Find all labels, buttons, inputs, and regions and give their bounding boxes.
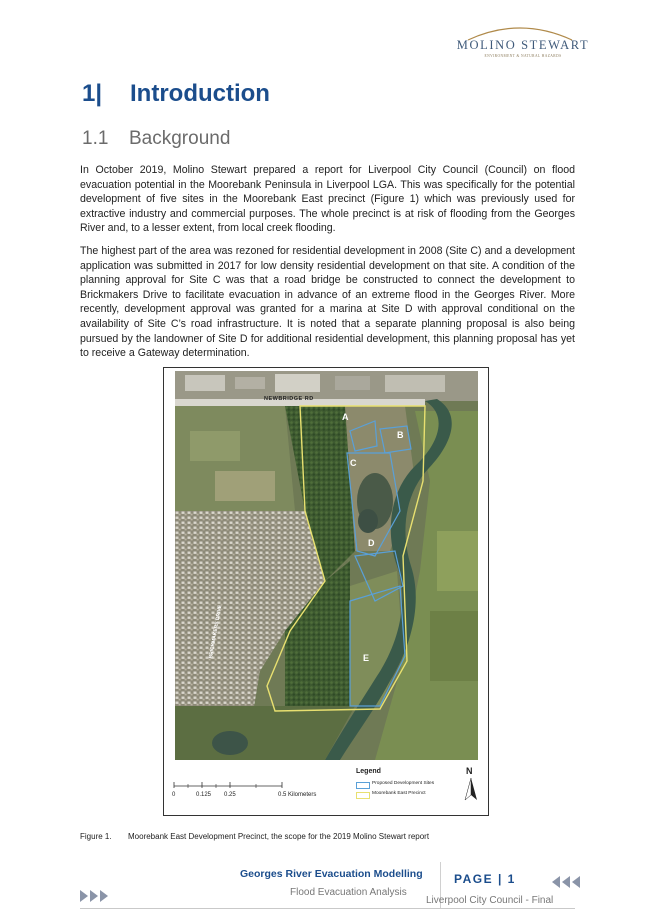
section-heading (82, 80, 270, 108)
forward-arrows-icon (80, 890, 110, 902)
logo-name: MOLINO STEWART (456, 38, 590, 52)
company-logo (440, 22, 600, 62)
section-number: 1| (82, 80, 103, 107)
site-label-d: D (368, 538, 375, 548)
site-label-a: A (342, 412, 349, 422)
scale-tick-0: 0 (172, 792, 176, 798)
figure-number: Figure 1. (80, 832, 112, 841)
drive-label: BRICKMAKERS DRIVE (208, 604, 224, 660)
page-number: PAGE | 1 (454, 872, 516, 886)
section-title: Introduction (130, 80, 270, 107)
paragraph: In October 2019, Molino Stewart prepared a report for Liverpool City Council (Council) on flood evacuation potential in the Moorebank Peninsula in Liverpool LGA. This was specifically for the potential development of five sites in the Moorebank East precinct (Figure 1) which was previously used for extractive industry and commercial purposes. The whole precinct is at risk of flooding from the Georges River and, to a lesser extent, from local creek flooding. (80, 164, 575, 235)
figure-map (163, 367, 489, 816)
subsection-title: Background (129, 128, 231, 149)
legend-swatch-precinct (356, 792, 370, 799)
figure-caption-text: Moorebank East Development Precinct, the scope for the 2019 Molino Stewart report (128, 832, 430, 841)
north-arrow-icon (464, 778, 478, 802)
footer-client: Liverpool City Council - Final (426, 895, 554, 906)
legend-title: Legend (356, 768, 381, 775)
subsection-number: 1.1 (82, 128, 109, 149)
paragraph: The highest part of the area was rezoned for residential development in 2008 (Site C) and a development application was submitted in 2017 for low density residential development on that site. A condition of the planning approval for Site C was that a road bridge be constructed to connect the development to Brickmakers Drive to facilitate evacuation in advance of an extreme flood in the Georges River. More recently, development approval was granted for a marina at Site D with approval conditional on the availability of Site C’s road infrastructure. It is noted that a separate planning proposal is also being pursued by the landowner of Site D for additional residential development, this planning proposal has yet to receive a Gateway determination. (80, 245, 575, 360)
back-arrows-icon (552, 876, 582, 888)
site-label-e: E (363, 653, 370, 663)
aerial-map-image (175, 371, 478, 760)
site-label-b: B (397, 430, 404, 440)
footer-subtitle: Flood Evacuation Analysis (290, 887, 407, 898)
map-legend-area (164, 760, 488, 815)
logo-tagline: ENVIRONMENT & NATURAL HAZARDS (484, 54, 562, 58)
scale-tick-1: 0.125 (196, 792, 212, 798)
legend-item-precinct: Moorebank East Precinct (372, 791, 426, 796)
legend-item-sites: Proposed Development Sites (372, 781, 435, 786)
scale-tick-3: 0.5 Kilometers (278, 792, 317, 798)
footer-title: Georges River Evacuation Modelling (240, 868, 423, 880)
north-label: N (466, 766, 473, 776)
footer-rule (80, 908, 575, 909)
scale-tick-2: 0.25 (224, 792, 236, 798)
figure-caption (80, 832, 429, 841)
legend-swatch-sites (356, 782, 370, 789)
road-label: NEWBRIDGE RD (264, 396, 314, 402)
subsection-heading (82, 128, 230, 150)
site-label-c: C (350, 458, 357, 468)
